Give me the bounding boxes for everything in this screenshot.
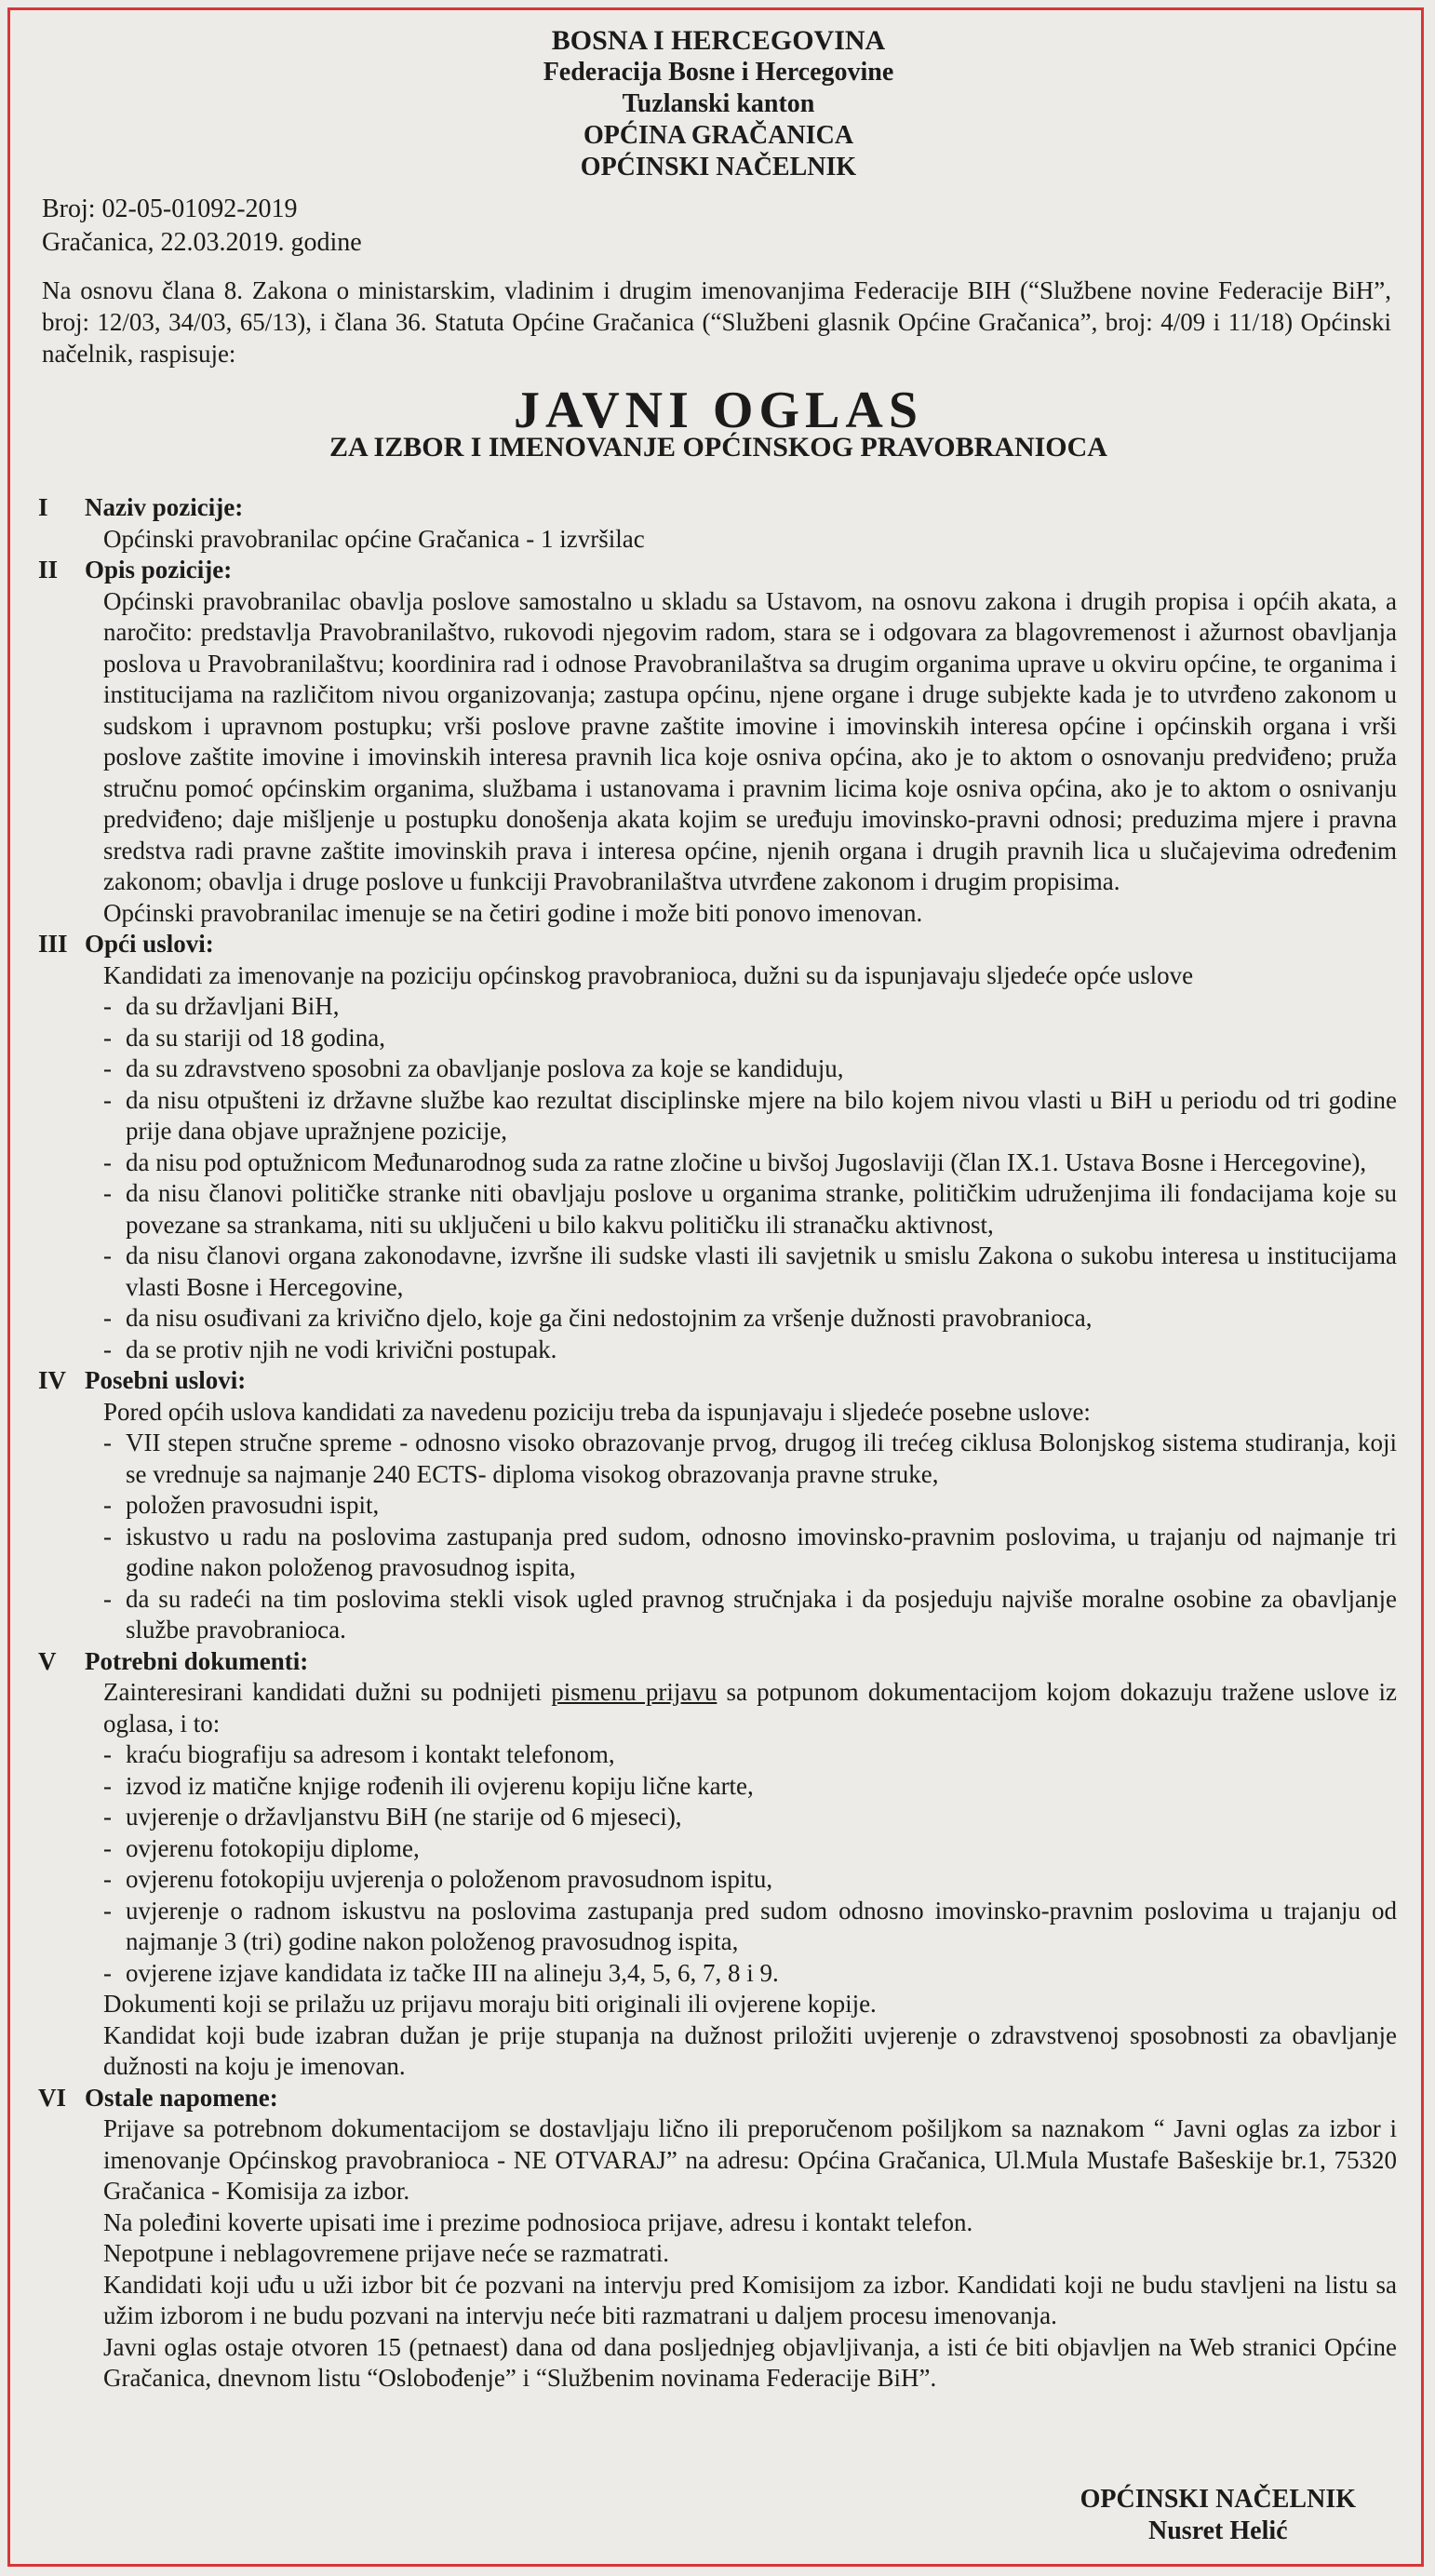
- section-text: Općinski pravobranilac obavlja poslove samostalno u skladu sa Ustavom, na osnovu zakona i drugih propisa i općih akata, a naročito: predstavlja Pravobranilaštvo, rukovodi njegovim radom, stara se i odgovara za blagovremenost i ažurnost obavljanja poslova u Pravobranilaštvu; koordinira rad i odnose Pravobranilaštva sa drugim organima uprave u okviru općine, te organima i institucijama na različitom nivou organizovanja; zastupa općinu, njene organe i druge subjekte kada je to utvrđeno zakonom u sudskom i upravnom postupku; vrši poslove pravne zaštite imovine i imovinskih interesa općine i općinskih organa i vrši poslove zaštite imovine i imovinskih interesa pravnih lica koje osniva općina, ako je to aktom o osnovanju predviđeno; pruža stručnu pomoć općinskim organima, službama i ustanovama i pravnim licima koje osniva općina, ako je to aktom o osnivanju predviđeno; daje mišljenje u postupku donošenja akata kojim se uređuju imovinsko-pravni odnosi; preduzima mjere i pravna sredstva radi pravne zaštite imovinskih prava i interesa općine, njenih organa i drugih pravnih lica u slučajevima određenim zakonom; obavlja i druge poslove u funkciji Pravobranilaštva utvrđene zakonom i drugim propisima.: [103, 586, 1397, 895]
- notice-body: [38, 492, 1397, 2395]
- list-item: - da su zdravstveno sposobni za obavljanje poslova za koje se kandiduju,: [103, 1053, 1397, 1085]
- section-number: VI: [38, 2083, 67, 2112]
- page-title: JAVNI OGLAS: [514, 382, 923, 439]
- section-lead: Kandidati za imenovanje na poziciju općinskog pravobranioca, dužni su da ispunjavaju sljedeće opće uslove: [103, 960, 1194, 989]
- section-text: Javni oglas ostaje otvoren 15 (petnaest) dana od dana posljednjeg objavljivanja, a isti će biti objavljen na Web stranici Općine Gračanica, dnevnom listu “Oslobođenje” i “Službenim novinama Federacije BiH”.: [103, 2332, 1397, 2392]
- list-item: - da su radeći na tim poslovima stekli visok ugled pravnog stručnjaka i da posjeduju najviše moralne osobine za obavljanje službe pravobranioca.: [103, 1584, 1397, 1646]
- list-item: - ovjerene izjave kandidata iz tačke III na alineju 3,4, 5, 6, 7, 8 i 9.: [103, 1958, 1397, 1990]
- list-item: - iskustvo u radu na poslovima zastupanja pred sudom, odnosno imovinsko-pravnim poslovima, u trajanju od najmanje tri godine nakon položenog pravosudnog ispita,: [103, 1522, 1397, 1584]
- section-text: Prijave sa potrebnom dokumentacijom se dostavljaju lično ili preporučenom pošiljkom sa naznakom “ Javni oglas za izbor i imenovanje Općinskog pravobranioca - NE OTVARAJ” na adresu: Općina Gračanica, Ul.Mula Mustafe Bašeskije br.1, 75320 Gračanica - Komisija za izbor.: [103, 2114, 1397, 2205]
- section-heading: Opći uslovi:: [85, 930, 214, 958]
- section-lead: Pored općih uslova kandidati za navedenu poziciju treba da ispunjavaju i sljedeće posebne uslove:: [103, 1397, 1091, 1426]
- document-number: Broj: 02-05-01092-2019: [42, 195, 298, 223]
- section-special-conditions: [38, 1365, 1397, 1646]
- list-item: - uvjerenje o državljanstvu BiH (ne starije od 6 mjeseci),: [103, 1802, 1397, 1833]
- list-item: - da nisu osuđivani za krivično djelo, koje ga čini nedostojnim za vršenje dužnosti pravobranioca,: [103, 1303, 1397, 1335]
- page-subtitle: ZA IZBOR I IMENOVANJE OPĆINSKOG PRAVOBRANIOCA: [329, 432, 1107, 463]
- list-item: - da nisu otpušteni iz državne službe kao rezultat disciplinske mjere na bilo kojem nivou vlasti u BiH u periodu od tri godine prije dana objave upražnjene pozicije,: [103, 1085, 1397, 1147]
- list-item: - uvjerenje o radnom iskustvu na poslovima zastupanja pred sudom odnosno imovinsko-pravnim poslovima u trajanju od najmanje 3 (tri) godine nakon položenog pravosudnog ispita,: [103, 1896, 1397, 1958]
- section-number: I: [38, 493, 48, 521]
- list-item: - da nisu članovi organa zakonodavne, izvršne ili sudske vlasti ili savjetnik u smislu Zakona o sukobu interesa u institucijama vlasti Bosne i Hercegovine,: [103, 1241, 1397, 1303]
- document-place-date: Gračanica, 22.03.2019. godine: [42, 228, 362, 257]
- documents-list: [38, 1739, 1397, 1989]
- section-text: Kandidati koji uđu u uži izbor bit će pozvani na intervju pred Komisijom za izbor. Kandidati koji ne budu stavljeni na listu sa užim izborom i ne budu pozvani na intervju neće biti razmatrani u daljem procesu imenovanja.: [103, 2270, 1397, 2329]
- legal-basis-intro: Na osnovu člana 8. Zakona o ministarskim, vladinim i drugim imenovanjima Federacije BIH (“Službene novine Federacije BiH”, broj: 12/03, 34/03, 65/13), i člana 36. Statuta Općine Gračanica (“Službeni glasnik Općine Gračanica”, broj: 4/09 i 11/18) Općinski načelnik, raspisuje:: [42, 276, 1391, 368]
- section-position-name: [38, 492, 1397, 555]
- section-text: Na poleđini koverte upisati ime i prezime podnosioca prijave, adresu i kontakt telefon.: [103, 2207, 973, 2236]
- list-item: - ovjerenu fotokopiju diplome,: [103, 1833, 1397, 1865]
- section-text: Općinski pravobranilac imenuje se na četiri godine i može biti ponovo imenovan.: [103, 898, 923, 927]
- section-number: II: [38, 556, 59, 584]
- header-municipality: OPĆINA GRAČANICA: [583, 121, 854, 150]
- section-other-notes: [38, 2083, 1397, 2395]
- section-text: Dokumenti koji se prilažu uz prijavu moraju biti originali ili ovjerene kopije.: [103, 1990, 877, 2018]
- list-item: - da nisu članovi političke stranke niti obavljaju poslove u organima stranke, političkim udruženjima ili fondacijama koje su povezane sa strankama, niti su uključeni u bilo kakvu političku ili stranačku aktivnost,: [103, 1178, 1397, 1241]
- header-federation: Federacija Bosne i Hercegovine: [543, 58, 894, 87]
- section-number: V: [38, 1646, 57, 1675]
- signature-block: [1080, 2484, 1356, 2547]
- header-canton: Tuzlanski kanton: [622, 89, 815, 118]
- signatory-name: Nusret Helić: [1148, 2516, 1288, 2545]
- written-application-emphasis: pismenu prijavu: [551, 1678, 718, 1706]
- section-heading: Opis pozicije:: [85, 556, 233, 584]
- list-item: - da su stariji od 18 godina,: [103, 1023, 1397, 1054]
- page-border: [7, 7, 1424, 2567]
- section-heading: Ostale napomene:: [85, 2083, 278, 2112]
- section-heading: Potrebni dokumenti:: [85, 1646, 309, 1675]
- section-text: Kandidat koji bude izabran dužan je prije stupanja na dužnost priložiti uvjerenje o zdravstvenoj sposobnosti za obavljanje dužnosti na koju je imenovan.: [103, 2020, 1397, 2080]
- list-item: - da nisu pod optužnicom Međunarodnog suda za ratne zločine u bivšoj Jugoslaviji (član IX.1. Ustava Bosne i Hercegovine),: [103, 1147, 1397, 1179]
- list-item: - položen pravosudni ispit,: [103, 1490, 1397, 1522]
- section-general-conditions: [38, 929, 1397, 1365]
- section-required-documents: [38, 1646, 1397, 2083]
- section-heading: Naziv pozicije:: [85, 493, 244, 521]
- list-item: - da su državljani BiH,: [103, 991, 1397, 1023]
- list-item: - da se protiv njih ne vodi krivični postupak.: [103, 1335, 1397, 1366]
- section-position-description: [38, 555, 1397, 929]
- conditions-list: [38, 1428, 1397, 1646]
- document-meta: [42, 193, 362, 260]
- section-text: Općinski pravobranilac općine Gračanica - 1 izvršilac: [103, 524, 645, 553]
- section-number: III: [38, 930, 68, 958]
- header-country: BOSNA I HERCEGOVINA: [551, 25, 886, 56]
- header-office: OPĆINSKI NAČELNIK: [580, 153, 857, 181]
- conditions-list: [38, 991, 1397, 1365]
- list-item: - izvod iz matične knjige rođenih ili ovjerenu kopiju lične karte,: [103, 1771, 1397, 1803]
- section-number: IV: [38, 1366, 67, 1394]
- section-heading: Posebni uslovi:: [85, 1366, 247, 1394]
- list-item: - VII stepen stručne spreme - odnosno visoko obrazovanje prvog, drugog ili trećeg ciklusa Bolonjskog sistema studiranja, koji se vrednuje sa najmanje 240 ECTS- diploma visokog obrazovanja pravne struke,: [103, 1428, 1397, 1490]
- signatory-role: OPĆINSKI NAČELNIK: [1080, 2485, 1356, 2514]
- section-text: Nepotpune i neblagovremene prijave neće se razmatrati.: [103, 2239, 669, 2267]
- list-item: - kraću biografiju sa adresom i kontakt telefonom,: [103, 1739, 1397, 1771]
- section-lead: Zainteresirani kandidati dužni su podnijeti pismenu prijavu sa potpunom dokumentacijom kojom dokazuju tražene uslove iz oglasa, i to:: [103, 1678, 1397, 1737]
- issuer-header: [10, 25, 1427, 183]
- list-item: - ovjerenu fotokopiju uvjerenja o položenom pravosudnom ispitu,: [103, 1864, 1397, 1896]
